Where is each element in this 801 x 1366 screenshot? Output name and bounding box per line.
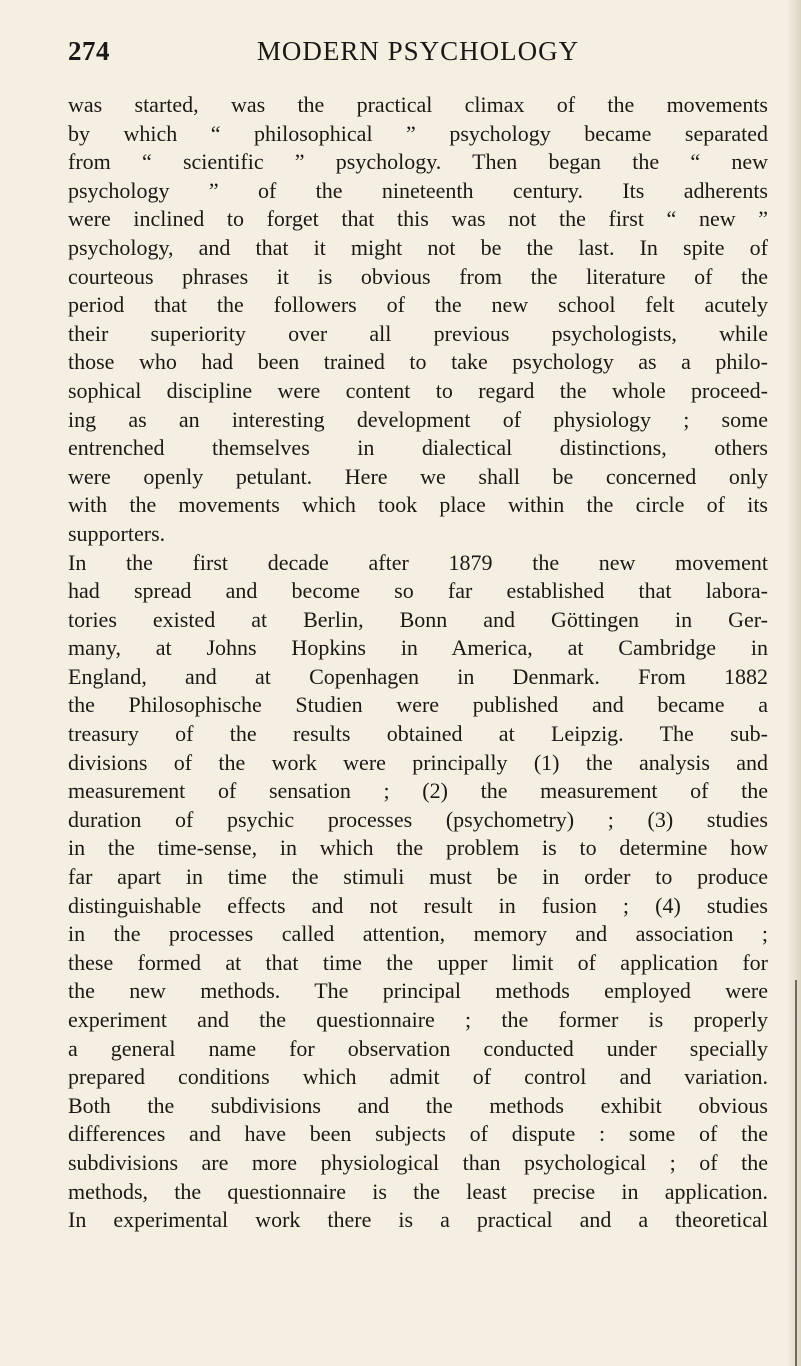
- text-line: measurement of sensation ; (2) the measurement of the: [68, 778, 768, 804]
- text-line: treasury of the results obtained at Leipzig. The sub-: [68, 721, 768, 747]
- text-line: were openly petulant. Here we shall be concerned only: [68, 463, 768, 489]
- page-edge-shadow: [787, 0, 801, 1366]
- text-line: had spread and become so far established that labora-: [68, 578, 768, 604]
- text-line: entrenched themselves in dialectical distinctions, others: [68, 435, 768, 461]
- text-line: ing as an interesting development of physiology ; some: [68, 406, 768, 432]
- text-line: the new methods. The principal methods employed were: [68, 978, 768, 1004]
- text-line: a general name for observation conducted under specially: [68, 1035, 768, 1061]
- text-line: England, and at Copenhagen in Denmark. From 1882: [68, 663, 768, 689]
- text-line: with the movements which took place within the circle of its: [68, 492, 768, 518]
- text-line: In experimental work there is a practical and a theoretical: [68, 1207, 768, 1233]
- text-line: by which “ philosophical ” psychology became separated: [68, 120, 768, 146]
- text-line: these formed at that time the upper limit of application for: [68, 949, 768, 975]
- text-line: supporters.: [68, 520, 166, 546]
- text-line: prepared conditions which admit of control and variation.: [68, 1064, 768, 1090]
- page-number: 274: [68, 36, 110, 66]
- text-line: was started, was the practical climax of the movements: [68, 92, 768, 117]
- text-line: subdivisions are more physiological than psychological ; of the: [68, 1149, 768, 1175]
- body-text: [68, 91, 768, 1235]
- text-line: psychology, and that it might not be the last. In spite of: [68, 234, 768, 260]
- text-line: psychology ” of the nineteenth century. Its adherents: [68, 177, 768, 203]
- text-line: tories existed at Berlin, Bonn and Göttingen in Ger-: [68, 606, 768, 632]
- text-line: were inclined to forget that this was not the first “ new ”: [68, 206, 768, 232]
- text-line: Both the subdivisions and the methods exhibit obvious: [68, 1092, 768, 1118]
- text-line: their superiority over all previous psychologists, while: [68, 320, 768, 346]
- text-line: in the time-sense, in which the problem is to determine how: [68, 835, 768, 861]
- text-line: far apart in time the stimuli must be in order to produce: [68, 864, 768, 890]
- text-line: in the processes called attention, memory and association ;: [68, 921, 768, 947]
- text-line: many, at Johns Hopkins in America, at Cambridge in: [68, 635, 768, 661]
- text-line: the Philosophische Studien were published and became a: [68, 692, 768, 718]
- text-line: courteous phrases it is obvious from the literature of the: [68, 263, 768, 289]
- page-header: [68, 36, 768, 76]
- text-line: differences and have been subjects of dispute : some of the: [68, 1121, 768, 1147]
- text-line: sophical discipline were content to regard the whole proceed-: [68, 377, 768, 403]
- text-line: duration of psychic processes (psychometry) ; (3) studies: [68, 806, 768, 832]
- text-line: those who had been trained to take psychology as a philo-: [68, 349, 768, 375]
- text-line: from “ scientific ” psychology. Then began the “ new: [68, 149, 768, 175]
- text-line: In the first decade after 1879 the new movement: [68, 549, 768, 575]
- page-edge-line: [795, 980, 797, 1366]
- text-line: distinguishable effects and not result in fusion ; (4) studies: [68, 892, 768, 918]
- text-line: methods, the questionnaire is the least precise in application.: [68, 1178, 768, 1204]
- text-line: experiment and the questionnaire ; the former is properly: [68, 1007, 768, 1032]
- text-line: divisions of the work were principally (1) the analysis and: [68, 749, 768, 775]
- text-line: period that the followers of the new school felt acutely: [68, 292, 768, 318]
- running-head: MODERN PSYCHOLOGY: [256, 36, 580, 66]
